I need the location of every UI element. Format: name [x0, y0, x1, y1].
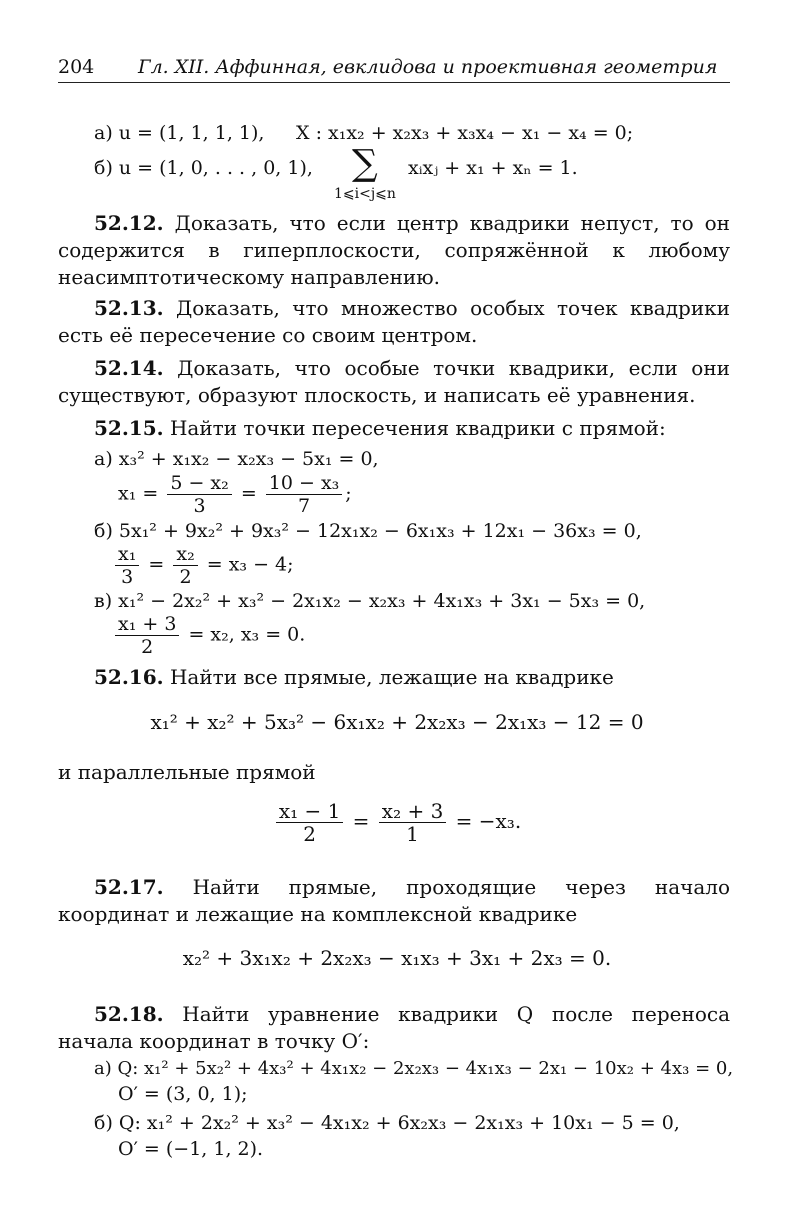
numerator: 5 − x₂: [167, 472, 231, 495]
p5216-mid-text: и параллельные прямой: [58, 760, 316, 784]
fraction: [266, 472, 343, 517]
problem-text: Доказать, что множество особых точек квадрики есть её пересечение со своим центром.: [58, 296, 730, 347]
problem-52-12: [58, 210, 730, 291]
p5218-a-point: O′ = (3, 0, 1);: [118, 1083, 248, 1105]
problem-text: Доказать, что особые точки квадрики, если они существуют, образуют плоскость, и написать её уравнения.: [58, 356, 731, 407]
cont-b-label: б) u = (1, 0, . . . , 0, 1),: [94, 157, 313, 179]
tail: = −x₃.: [455, 809, 522, 833]
numerator: x₂: [173, 543, 197, 566]
problem-text: Найти точки пересечения квадрики с прямой:: [169, 416, 666, 440]
fraction: [167, 472, 231, 517]
cont-a-label: а) u = (1, 1, 1, 1),: [94, 122, 265, 144]
p5217-equation: x₂² + 3x₁x₂ + 2x₂x₃ − x₁x₃ + 3x₁ + 2x₃ = 0.: [182, 946, 612, 970]
denominator: 1: [406, 822, 419, 846]
p5216-line: [0, 800, 794, 845]
numerator: x₁: [115, 543, 139, 566]
numerator: 10 − x₃: [266, 472, 343, 495]
equals-sign: =: [240, 482, 257, 505]
denominator: 7: [297, 495, 311, 517]
problem-52-16: [58, 664, 730, 691]
numerator: x₁ − 1: [276, 800, 344, 823]
problem-52-18: [58, 1001, 730, 1055]
problem-number: 52.16.: [94, 665, 164, 689]
p5218-b-point: O′ = (−1, 1, 2).: [118, 1138, 264, 1160]
denominator: 2: [141, 636, 154, 658]
problem-number: 52.13.: [94, 296, 164, 320]
cont-a-equation: X : x₁x₂ + x₂x₃ + x₃x₄ − x₁ − x₄ = 0;: [296, 122, 634, 144]
running-title: Гл. XII. Аффинная, евклидова и проективная геометрия: [138, 56, 718, 78]
numerator: x₂ + 3: [379, 800, 447, 823]
denominator: 3: [121, 566, 134, 588]
problem-52-13: [58, 295, 730, 349]
p5216-equation: x₁² + x₂² + 5x₃² − 6x₁x₂ + 2x₂x₃ − 2x₁x₃ − 12 = 0: [150, 710, 644, 734]
p5218-a-equation: а) Q: x₁² + 5x₂² + 4x₃² + 4x₁x₂ − 2x₂x₃ − 4x₁x₃ − 2x₁ − 10x₂ + 4x₃ = 0,: [94, 1058, 734, 1079]
p5215-b-line: [112, 543, 294, 588]
fraction: [276, 800, 344, 845]
p5215-a-equation: а) x₃² + x₁x₂ − x₂x₃ − 5x₁ = 0,: [94, 448, 379, 470]
p5218-b-equation: б) Q: x₁² + 2x₂² + x₃² − 4x₁x₂ + 6x₂x₃ − 2x₁x₃ + 10x₁ − 5 = 0,: [94, 1112, 680, 1134]
problem-number: 52.17.: [94, 875, 164, 899]
denominator: 2: [303, 822, 316, 846]
tail: = x₂, x₃ = 0.: [188, 623, 306, 646]
fraction: [173, 543, 197, 588]
p5215-a-line: [118, 472, 352, 517]
problem-text: Доказать, что если центр квадрики непуст, то он содержится в гиперплоскости, сопряжённой к любому неасимптотическому направлению.: [58, 211, 730, 289]
denominator: 3: [193, 495, 206, 517]
problem-52-15: [58, 415, 730, 442]
cont-b-equation: xᵢxⱼ + x₁ + xₙ = 1.: [408, 157, 578, 179]
problem-number: 52.15.: [94, 416, 164, 440]
problem-52-17: [58, 874, 730, 928]
problem-52-14: [58, 355, 730, 409]
problem-number: 52.12.: [94, 211, 164, 235]
fraction: [115, 613, 179, 658]
p5215-c-line: [112, 613, 305, 658]
problem-text: Найти уравнение квадрики Q после переноса начала координат в точку O′:: [58, 1002, 730, 1053]
lhs: x₁ =: [118, 482, 159, 505]
numerator: x₁ + 3: [115, 613, 179, 636]
fraction: [115, 543, 139, 588]
sum-sign: ∑: [352, 143, 378, 184]
sum-subscript: 1⩽i<j⩽n: [334, 186, 396, 202]
header-rule: [58, 82, 730, 83]
p5215-c-equation: в) x₁² − 2x₂² + x₃² − 2x₁x₂ − x₂x₃ + 4x₁x₃ + 3x₁ − 5x₃ = 0,: [94, 590, 646, 612]
problem-text: Найти прямые, проходящие через начало координат и лежащие на комплексной квадрике: [58, 875, 731, 926]
fraction: [379, 800, 447, 845]
problem-text: Найти все прямые, лежащие на квадрике: [169, 665, 614, 689]
tail: ;: [345, 482, 352, 505]
problem-number: 52.18.: [94, 1002, 164, 1026]
denominator: 2: [179, 566, 192, 588]
p5215-b-equation: б) 5x₁² + 9x₂² + 9x₃² − 12x₁x₂ − 6x₁x₃ + 12x₁ − 36x₃ = 0,: [94, 520, 642, 542]
equals-sign: =: [352, 809, 370, 833]
problem-number: 52.14.: [94, 356, 164, 380]
equals-sign: =: [148, 553, 165, 576]
page-number: 204: [58, 56, 95, 78]
tail: = x₃ − 4;: [206, 553, 294, 576]
